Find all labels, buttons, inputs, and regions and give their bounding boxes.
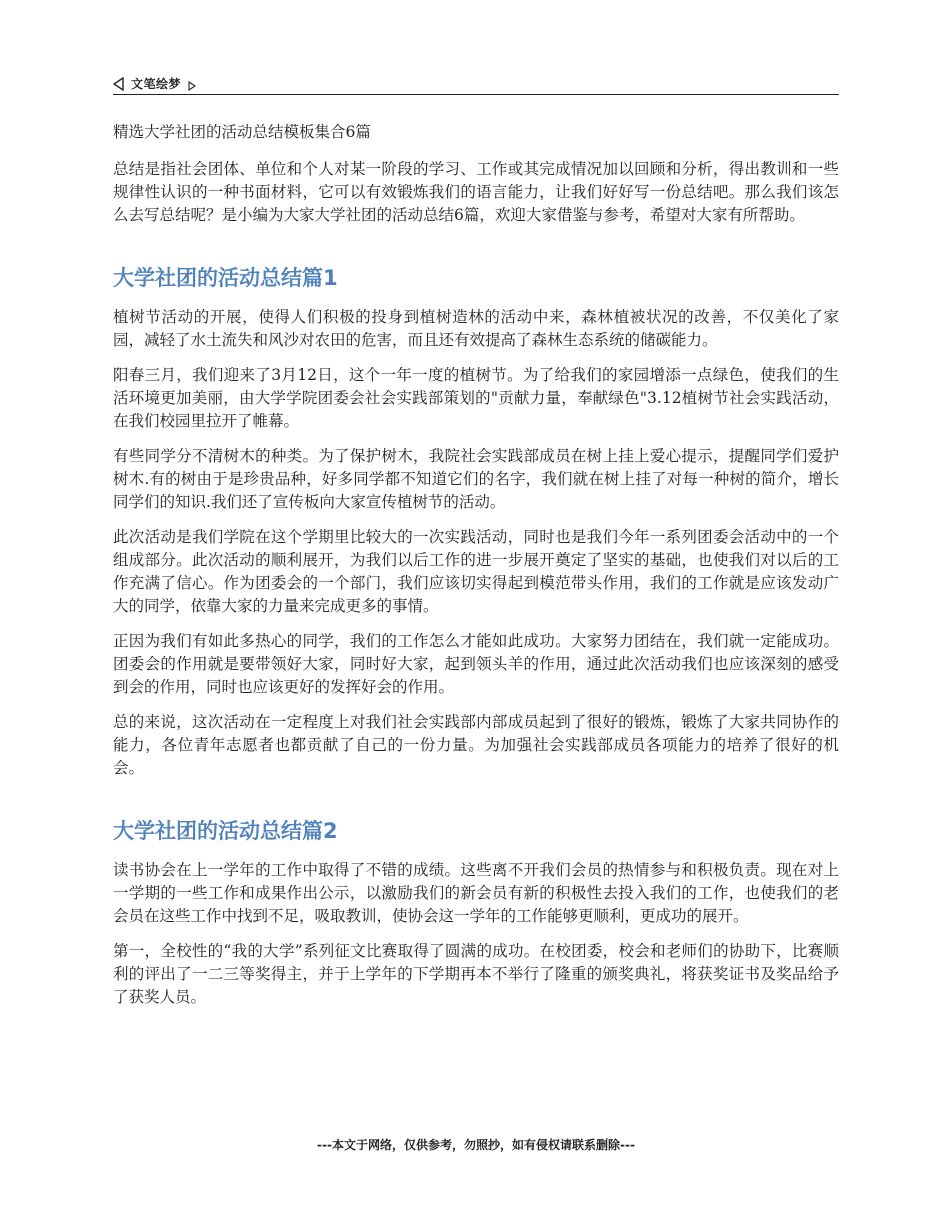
footer-notice: ---本文于网络，仅供参考，勿照抄，如有侵权请联系删除---	[317, 1138, 635, 1152]
page-header	[113, 72, 839, 95]
triangle-left-icon	[113, 76, 124, 90]
section-heading: 大学社团的活动总结篇2	[113, 819, 338, 843]
section-paragraph: 有些同学分不清树木的种类。为了保护树木，我院社会实践部成员在树上挂上爱心提示，提醒同学们爱护树木.有的树由于是珍贵品种，好多同学都不知道它们的名字，我们就在树上挂了对每一种树的简介，增长同学们的知识.我们还了宣传板向大家宣传植树节的活动。	[113, 447, 839, 511]
section-paragraph: 阳春三月，我们迎来了3月12日，这个一年一度的植树节。为了给我们的家园增添一点绿色，使我们的生活环境更加美丽，由大学学院团委会社会实践部策划的"贡献力量，奉献绿色"3.12植树节社会实践活动，在我们校园里拉开了帷幕。	[113, 366, 839, 430]
document-body	[113, 121, 839, 1021]
document-title: 精选大学社团的活动总结模板集合6篇	[113, 123, 371, 141]
section-paragraph: 读书协会在上一学年的工作中取得了不错的成绩。这些离不开我们会员的热情参与和积极负责。现在对上一学期的一些工作和成果作出公示，以激励我们的新会员有新的积极性去投入我们的工作，也使我们的老会员在这些工作中找到不足，吸取教训，使协会这一学年的工作能够更顺利，更成功的展开。	[113, 861, 839, 925]
section-paragraph: 此次活动是我们学院在这个学期里比较大的一次实践活动，同时也是我们今年一系列团委会活动中的一个组成部分。此次活动的顺利展开，为我们以后工作的进一步展开奠定了坚实的基础，也使我们对以后的工作充满了信心。作为团委会的一个部门，我们应该切实得起到模范带头作用，我们的工作就是应该发动广大的同学，依靠大家的力量来完成更多的事情。	[113, 528, 839, 615]
brand-name: 文笔绘梦	[131, 76, 182, 91]
intro-paragraph: 总结是指社会团体、单位和个人对某一阶段的学习、工作或其完成情况加以回顾和分析，得出教训和一些规律性认识的一种书面材料，它可以有效锻炼我们的语言能力，让我们好好写一份总结吧。那么我们该怎么去写总结呢？是小编为大家大学社团的活动总结6篇，欢迎大家借鉴与参考，希望对大家有所帮助。	[113, 160, 839, 224]
triangle-right-icon	[188, 76, 196, 86]
document-page	[113, 0, 839, 1230]
section-paragraph: 正因为我们有如此多热心的同学，我们的工作怎么才能如此成功。大家努力团结在，我们就一定能成功。团委会的作用就是要带领好大家，同时好大家，起到领头羊的作用，通过此次活动我们也应该深刻的感受到会的作用，同时也应该更好的发挥好会的作用。	[113, 632, 839, 696]
section-paragraph: 总的来说，这次活动在一定程度上对我们社会实践部内部成员起到了很好的锻炼，锻炼了大家共同协作的能力，各位青年志愿者也都贡献了自己的一份力量。为加强社会实践部成员各项能力的培养了很好的机会。	[113, 713, 839, 777]
section-paragraph: 植树节活动的开展，使得人们积极的投身到植树造林的活动中来，森林植被状况的改善，不仅美化了家园，减轻了水土流失和风沙对农田的危害，而且还有效提高了森林生态系统的储碳能力。	[113, 308, 839, 349]
section-heading: 大学社团的活动总结篇1	[113, 266, 338, 290]
section-paragraph: 第一，全校性的“我的大学”系列征文比赛取得了圆满的成功。在校团委，校会和老师们的协助下，比赛顺利的评出了一二三等奖得主，并于上学年的下学期再本不举行了隆重的颁奖典礼，将获奖证书及奖品给予了获奖人员。	[113, 942, 839, 1006]
